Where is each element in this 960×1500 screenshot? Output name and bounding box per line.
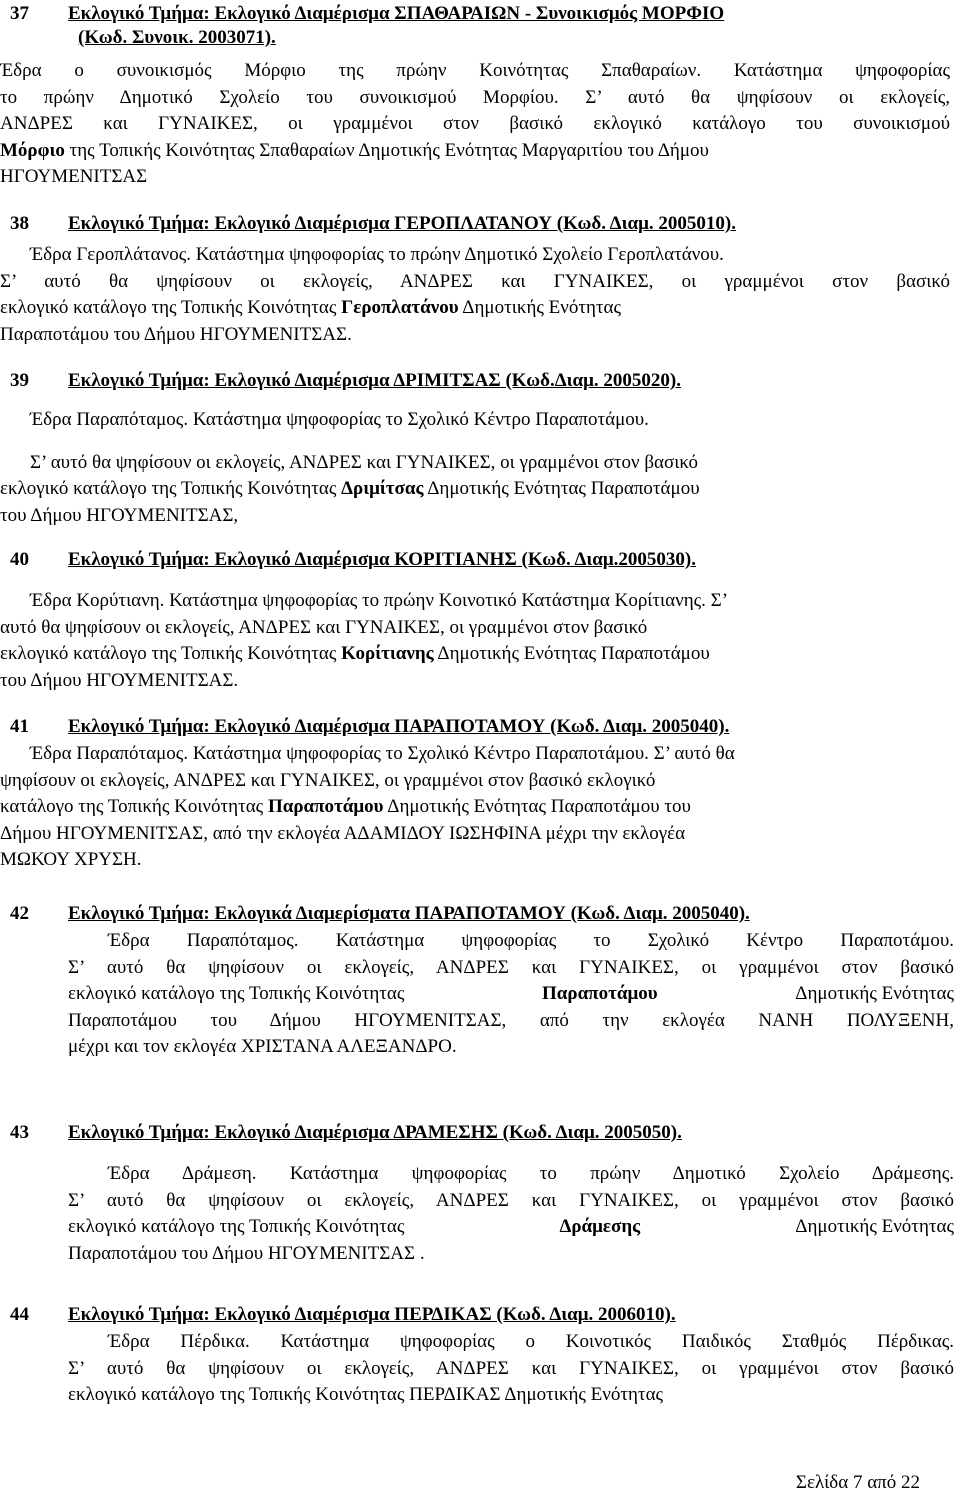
body-line: κατάλογο της Τοπικής Κοινότητας Παραποτάμου Δημοτικής Ενότητας Παραποτάμου του <box>0 796 691 817</box>
body-line: εκλογικό κατάλογο της Τοπικής Κοινότητας Δράμεσης Δημοτικής Ενότητας <box>68 1214 954 1241</box>
section-body <box>0 588 950 694</box>
section-heading <box>10 548 696 572</box>
body-line: Έδρα Πέρδικα. Κατάστημα ψηφοφορίας ο Κοινοτικός Παιδικός Σταθμός Πέρδικας. <box>108 1331 954 1352</box>
section-heading <box>10 1121 682 1145</box>
body-line: Μόρφιο της Τοπικής Κοινότητας Σπαθαραίων Δημοτικής Ενότητας Μαργαριτίου του Δήμου <box>0 139 709 161</box>
body-line: Σ’ αυτό θα ψηφίσουν οι εκλογείς, ΑΝΔΡΕΣ και ΓΥΝΑΙΚΕΣ, οι γραμμένοι στον βασικό <box>68 956 954 978</box>
body-line: Σ’ αυτό θα ψηφίσουν οι εκλογείς, ΑΝΔΡΕΣ και ΓΥΝΑΙΚΕΣ, οι γραμμένοι στον βασικό <box>30 451 699 473</box>
section-number: 38 <box>10 213 29 234</box>
section-body <box>0 741 950 874</box>
section-number: 40 <box>10 549 29 570</box>
section-title: Εκλογικό Τμήμα: Εκλογικό Διαμέρισμα ΔΡΙΜΙΤΣΑΣ (Κωδ.Διαμ. 2005020). <box>68 370 681 391</box>
section-body <box>0 242 950 348</box>
section-body <box>0 407 950 529</box>
body-line: Έδρα Κορύτιανη. Κατάστημα ψηφοφορίας το πρώην Κοινοτικό Κατάστημα Κορίτιανης. Σ’ <box>30 590 729 611</box>
bold-place-name: Μόρφιο <box>0 139 65 161</box>
bold-place-name: Δράμεσης <box>559 1216 641 1237</box>
body-line: εκλογικό κατάλογο της Τοπικής Κοινότητας Γεροπλατάνου Δημοτικής Ενότητας <box>0 297 622 318</box>
body-line: αυτό θα ψηφίσουν οι εκλογείς, ΑΝΔΡΕΣ και ΓΥΝΑΙΚΕΣ, οι γραμμένοι στον βασικό <box>0 616 648 638</box>
section-body <box>68 1161 954 1267</box>
section-number: 41 <box>10 716 29 737</box>
body-line: Έδρα Παραπόταμος. Κατάστημα ψηφοφορίας το Σχολικό Κέντρο Παραποτάμου. <box>30 409 649 430</box>
body-line: Σ’ αυτό θα ψηφίσουν οι εκλογείς, ΑΝΔΡΕΣ και ΓΥΝΑΙΚΕΣ, οι γραμμένοι στον βασικό <box>0 270 950 292</box>
section-title: Εκλογικό Τμήμα: Εκλογικό Διαμέρισμα ΠΑΡΑΠΟΤΑΜΟΥ (Κωδ. Διαμ. 2005040). <box>68 716 730 737</box>
body-line: Έδρα Παραπόταμος. Κατάστημα ψηφοφορίας το Σχολικό Κέντρο Παραποτάμου. <box>108 930 954 951</box>
body-line: το πρώην Δημοτικό Σχολείο του συνοικισμού Μορφίου. Σ’ αυτό θα ψηφίσουν οι εκλογείς, <box>0 86 950 108</box>
body-line: του Δήμου ΗΓΟΥΜΕΝΙΤΣΑΣ, <box>0 504 239 526</box>
body-line: Έδρα Παραπόταμος. Κατάστημα ψηφοφορίας το Σχολικό Κέντρο Παραποτάμου. Σ’ αυτό θα <box>30 743 735 764</box>
body-line: Έδρα Γεροπλάτανος. Κατάστημα ψηφοφορίας το πρώην Δημοτικό Σχολείο Γεροπλατάνου. <box>30 244 724 265</box>
body-line: εκλογικό κατάλογο της Τοπικής Κοινότητας Κορίτιανης Δημοτικής Ενότητας Παραποτάμου <box>0 643 710 664</box>
section-number: 43 <box>10 1122 29 1143</box>
section-heading <box>10 2 725 48</box>
body-line: εκλογικό κατάλογο της Τοπικής Κοινότητας Παραποτάμου Δημοτικής Ενότητας <box>68 981 954 1008</box>
bold-place-name: Παραποτάμου <box>267 796 384 817</box>
section-title-continuation: (Κωδ. Συνοικ. 2003071). <box>78 27 276 48</box>
bold-place-name: Γεροπλατάνου <box>341 297 459 318</box>
body-line: Σ’ αυτό θα ψηφίσουν οι εκλογείς, ΑΝΔΡΕΣ και ΓΥΝΑΙΚΕΣ, οι γραμμένοι στον βασικό <box>68 1357 954 1379</box>
section-body <box>68 928 954 1061</box>
section-title: Εκλογικό Τμήμα: Εκλογικό Διαμέρισμα ΔΡΑΜΕΣΗΣ (Κωδ. Διαμ. 2005050). <box>68 1122 682 1143</box>
body-line: ΜΩΚΟΥ ΧΡΥΣΗ. <box>0 849 142 870</box>
section-heading <box>10 212 736 236</box>
body-line: ΗΓΟΥΜΕΝΙΤΣΑΣ <box>0 166 148 187</box>
section-body <box>0 58 950 191</box>
bold-place-name: Δριμίτσας <box>341 478 424 499</box>
body-line: εκλογικό κατάλογο της Τοπικής Κοινότητας Δριμίτσας Δημοτικής Ενότητας Παραποτάμου <box>0 478 700 499</box>
body-line: Δήμου ΗΓΟΥΜΕΝΙΤΣΑΣ, από την εκλογέα ΑΔΑΜΙΔΟΥ ΙΩΣΗΦΙΝΑ μέχρι την εκλογέα <box>0 822 686 844</box>
section-title: Εκλογικό Τμήμα: Εκλογικό Διαμέρισμα ΓΕΡΟΠΛΑΤΑΝΟΥ (Κωδ. Διαμ. 2005010). <box>68 213 736 234</box>
body-line: Έδρα ο συνοικισμός Μόρφιο της πρώην Κοινότητας Σπαθαραίων. Κατάστημα ψηφοφορίας <box>0 60 950 81</box>
bold-place-name: Κορίτιανης <box>341 643 434 664</box>
section-number: 42 <box>10 903 29 924</box>
page-number-footer: Σελίδα 7 από 22 <box>795 1472 920 1493</box>
section-heading <box>10 902 750 926</box>
section-heading <box>10 369 681 393</box>
section-title: Εκλογικό Τμήμα: Εκλογικό Διαμέρισμα ΠΕΡΔΙΚΑΣ (Κωδ. Διαμ. 2006010). <box>68 1304 676 1325</box>
body-line: του Δήμου ΗΓΟΥΜΕΝΙΤΣΑΣ. <box>0 669 239 691</box>
section-body <box>68 1329 954 1409</box>
section-heading <box>10 715 729 739</box>
body-line: μέχρι και τον εκλογέα ΧΡΙΣΤΑΝΑ ΑΛΕΞΑΝΔΡΟ. <box>68 1036 457 1057</box>
body-line: ΑΝΔΡΕΣ και ΓΥΝΑΙΚΕΣ, οι γραμμένοι στον βασικό εκλογικό κατάλογο του συνοικισμού <box>0 113 950 134</box>
section-heading <box>10 1303 676 1327</box>
body-line: Παραποτάμου του Δήμου ΗΓΟΥΜΕΝΙΤΣΑΣ . <box>68 1242 425 1264</box>
body-line: εκλογικό κατάλογο της Τοπικής Κοινότητας ΠΕΡΔΙΚΑΣ Δημοτικής Ενότητας <box>68 1384 664 1405</box>
section-number: 39 <box>10 370 29 391</box>
body-line: Παραποτάμου του Δήμου ΗΓΟΥΜΕΝΙΤΣΑΣ. <box>0 323 352 345</box>
section-title: Εκλογικό Τμήμα: Εκλογικό Διαμέρισμα ΣΠΑΘΑΡΑΙΩΝ - Συνοικισμός ΜΟΡΦΙΟ <box>68 3 725 24</box>
section-title: Εκλογικό Τμήμα: Εκλογικά Διαμερίσματα ΠΑΡΑΠΟΤΑΜΟΥ (Κωδ. Διαμ. 2005040). <box>68 903 750 924</box>
section-number: 37 <box>10 3 29 24</box>
section-number: 44 <box>10 1304 29 1325</box>
body-line: Έδρα Δράμεση. Κατάστημα ψηφοφορίας το πρώην Δημοτικό Σχολείο Δράμεσης. <box>108 1163 954 1184</box>
bold-place-name: Παραποτάμου <box>542 983 658 1004</box>
body-line: ψηφίσουν οι εκλογείς, ΑΝΔΡΕΣ και ΓΥΝΑΙΚΕΣ, οι γραμμένοι στον βασικό εκλογικό <box>0 769 656 791</box>
section-title: Εκλογικό Τμήμα: Εκλογικό Διαμέρισμα ΚΟΡΙΤΙΑΝΗΣ (Κωδ. Διαμ.2005030). <box>68 549 696 570</box>
body-line: Παραποτάμου του Δήμου ΗΓΟΥΜΕΝΙΤΣΑΣ, από την εκλογέα ΝΑΝΗ ΠΟΛΥΞΕΝΗ, <box>68 1009 954 1031</box>
body-line: Σ’ αυτό θα ψηφίσουν οι εκλογείς, ΑΝΔΡΕΣ και ΓΥΝΑΙΚΕΣ, οι γραμμένοι στον βασικό <box>68 1189 954 1211</box>
